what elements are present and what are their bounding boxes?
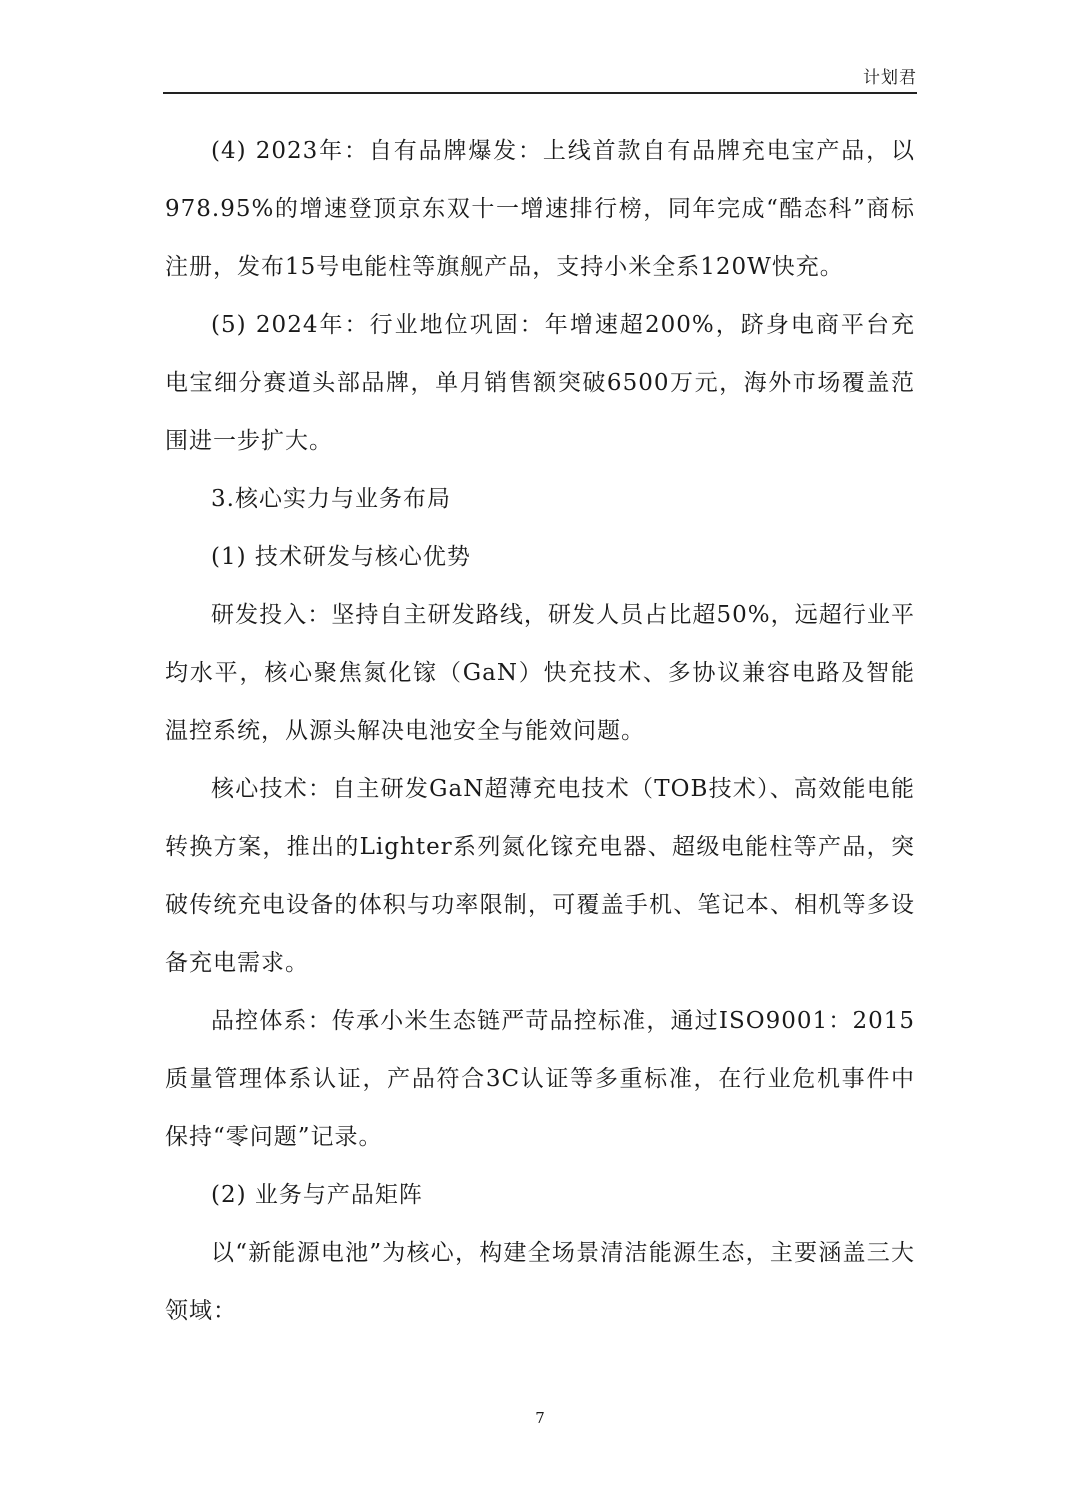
paragraph-core-technology: 核心技术：自主研发GaN超薄充电技术（TOB技术）、高效能电能转换方案，推出的Lighter系列氮化镓充电器、超级电能柱等产品，突破传统充电设备的体积与功率限制，可覆盖手机、笔记本、相机等多设备充电需求。 xyxy=(165,776,915,976)
paragraph-2023-milestone: (4) 2023年：自有品牌爆发：上线首款自有品牌充电宝产品，以978.95%的增速登顶京东双十一增速排行榜，同年完成“酷态科”商标注册，发布15号电能柱等旗舰产品，支持小米全系120W快充。 xyxy=(165,138,915,280)
section-heading-core-strength: 3.核心实力与业务布局 xyxy=(211,486,451,512)
paragraph-2024-milestone: (5) 2024年：行业地位巩固：年增速超200%，跻身电商平台充电宝细分赛道头部品牌，单月销售额突破6500万元，海外市场覆盖范围进一步扩大。 xyxy=(165,312,915,454)
subheading-tech-rd: (1) 技术研发与核心优势 xyxy=(211,544,471,570)
header-divider xyxy=(163,92,917,94)
subheading-business-matrix: (2) 业务与产品矩阵 xyxy=(211,1182,423,1208)
page-number: 7 xyxy=(535,1409,545,1427)
paragraph-rd-investment: 研发投入：坚持自主研发路线，研发人员占比超50%，远超行业平均水平，核心聚焦氮化镓（GaN）快充技术、多协议兼容电路及智能温控系统，从源头解决电池安全与能效问题。 xyxy=(165,602,915,744)
header-title: 计划君 xyxy=(863,68,917,88)
document-body xyxy=(165,122,915,1340)
paragraph-business-overview: 以“新能源电池”为核心，构建全场景清洁能源生态，主要涵盖三大领域： xyxy=(165,1240,915,1324)
paragraph-quality-control: 品控体系：传承小米生态链严苛品控标准，通过ISO9001：2015质量管理体系认证，产品符合3C认证等多重标准，在行业危机事件中保持“零问题”记录。 xyxy=(165,1008,915,1150)
